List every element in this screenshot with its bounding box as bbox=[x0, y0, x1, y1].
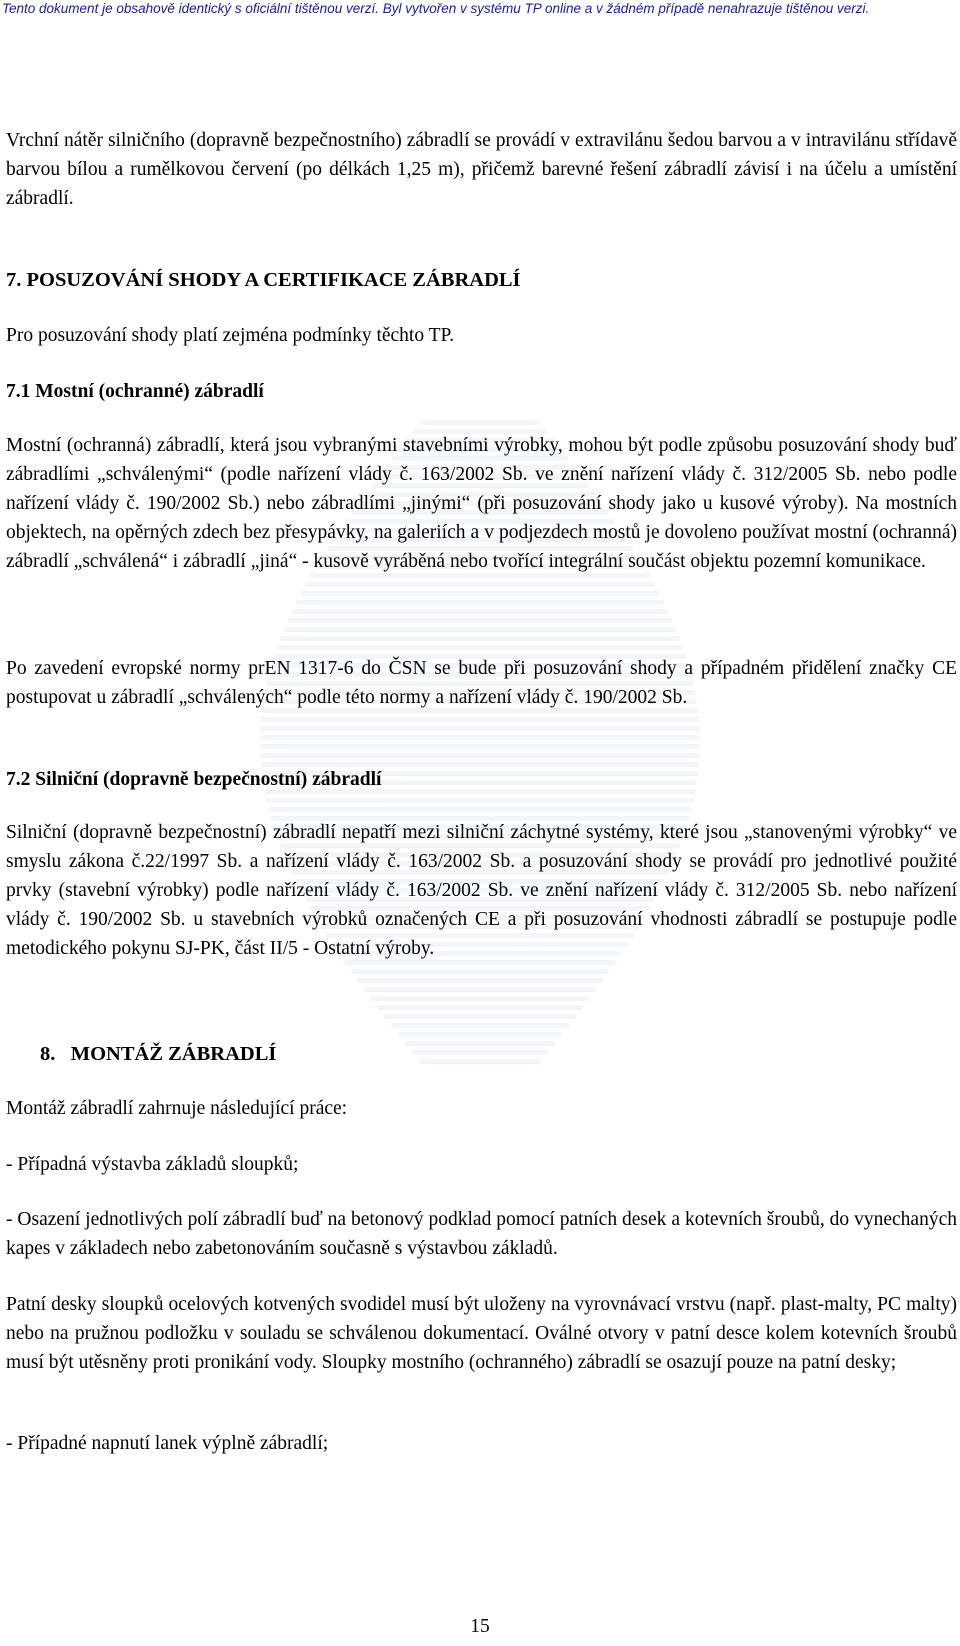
heading-text: 7.1 Mostní (ochranné) zábradlí bbox=[6, 381, 264, 402]
list-item-text: - Případné napnutí lanek výplně zábradlí; bbox=[6, 1433, 329, 1454]
heading-text: 8. MONTÁŽ ZÁBRADLÍ bbox=[40, 1043, 277, 1065]
page-number: 15 bbox=[470, 1616, 490, 1637]
section-8-heading bbox=[40, 1040, 940, 1069]
paragraph-text: Vrchní nátěr silničního (dopravně bezpečnostního) zábradlí se provádí v extravilánu šedou barvou a v intravilánu střídavě barvou bílou a rumělkovou červení (po délkách 1,25 m), přičemž barevné řešení zábradlí závisí i na účelu a umístění zábradlí. bbox=[6, 130, 957, 209]
section-7-1-heading bbox=[6, 377, 957, 406]
paragraph-base-plates bbox=[6, 1290, 957, 1377]
list-item bbox=[6, 1429, 957, 1458]
section-7-1-paragraph-1 bbox=[6, 431, 957, 576]
section-7-2-heading bbox=[6, 765, 957, 794]
heading-text: 7. POSUZOVÁNÍ SHODY A CERTIFIKACE ZÁBRADLÍ bbox=[6, 269, 521, 291]
paragraph-text: Po zavedení evropské normy prEN 1317-6 do ČSN se bude při posuzování shody a případném přidělení značky CE postupovat u zábradlí „schválených“ podle této normy a nařízení vlády č. 190/2002 Sb. bbox=[6, 658, 957, 708]
list-item bbox=[6, 1205, 957, 1263]
paragraph-text: Mostní (ochranná) zábradlí, která jsou vybranými stavebními výrobky, mohou být podle způsobu posuzování shody buď zábradlími „schválenými“ (podle nařízení vlády č. 163/2002 Sb. ve znění nařízení vlády č. 312/2005 Sb. nebo podle nařízení vlády č. 190/2002 Sb.) nebo zábradlími „jinými“ (při posuzování shody jako u kusové výroby). Na mostních objektech, na opěrných zdech bez přesypávky, na galeriích a v podjezdech mostů je dovoleno používat mostní (ochranná) zábradlí „schválená“ i zábradlí „jiná“ - kusově vyráběná nebo tvořící integrální součást objektu pozemní komunikace. bbox=[6, 435, 957, 572]
paragraph-text: Pro posuzování shody platí zejména podmínky těchto TP. bbox=[6, 325, 455, 346]
list-item-text: - Osazení jednotlivých polí zábradlí buď na betonový podklad pomocí patních desek a kotevních šroubů, do vynechaných kapes v základech nebo zabetonováním současně s výstavbou základů. bbox=[6, 1209, 957, 1259]
list-item-text: - Případná výstavba základů sloupků; bbox=[6, 1154, 299, 1175]
paragraph-text: Montáž zábradlí zahrnuje následující práce: bbox=[6, 1098, 348, 1119]
document-disclaimer: Tento dokument je obsahově identický s oficiální tištěnou verzí. Byl vytvořen v systému TP online a v žádném případě nenahrazuje tištěnou verzi. bbox=[2, 1, 870, 16]
section-7-heading bbox=[6, 266, 957, 295]
section-7-2-paragraph bbox=[6, 818, 957, 963]
section-7-intro bbox=[6, 321, 957, 350]
section-7-1-paragraph-2 bbox=[6, 654, 957, 712]
section-8-intro bbox=[6, 1094, 957, 1123]
heading-text: 7.2 Silniční (dopravně bezpečnostní) zábradlí bbox=[6, 769, 382, 790]
list-item bbox=[6, 1150, 957, 1179]
paragraph-text: Silniční (dopravně bezpečnostní) zábradlí nepatří mezi silniční záchytné systémy, které jsou „stanovenými výrobky“ ve smyslu zákona č.22/1997 Sb. a nařízení vlády č. 163/2002 Sb. a posuzování shody se provádí pro jednotlivé použité prvky (stavební výrobky) podle nařízení vlády č. 163/2002 Sb. ve znění nařízení vlády č. 312/2005 Sb. nebo nařízení vlády č. 190/2002 Sb. u stavebních výrobků označených CE a při posuzování vhodnosti zábradlí se postupuje podle metodického pokynu SJ-PK, část II/5 - Ostatní výroby. bbox=[6, 822, 957, 959]
paragraph-text: Patní desky sloupků ocelových kotvených svodidel musí být uloženy na vyrovnávací vrstvu (např. plast-malty, PC malty) nebo na pružnou podložku v souladu se schválenou dokumentací. Oválné otvory v patní desce kolem kotevních šroubů musí být utěsněny proti pronikání vody. Sloupky mostního (ochranného) zábradlí se osazují pouze na patní desky; bbox=[6, 1294, 957, 1373]
paragraph-top-coat bbox=[6, 126, 957, 213]
